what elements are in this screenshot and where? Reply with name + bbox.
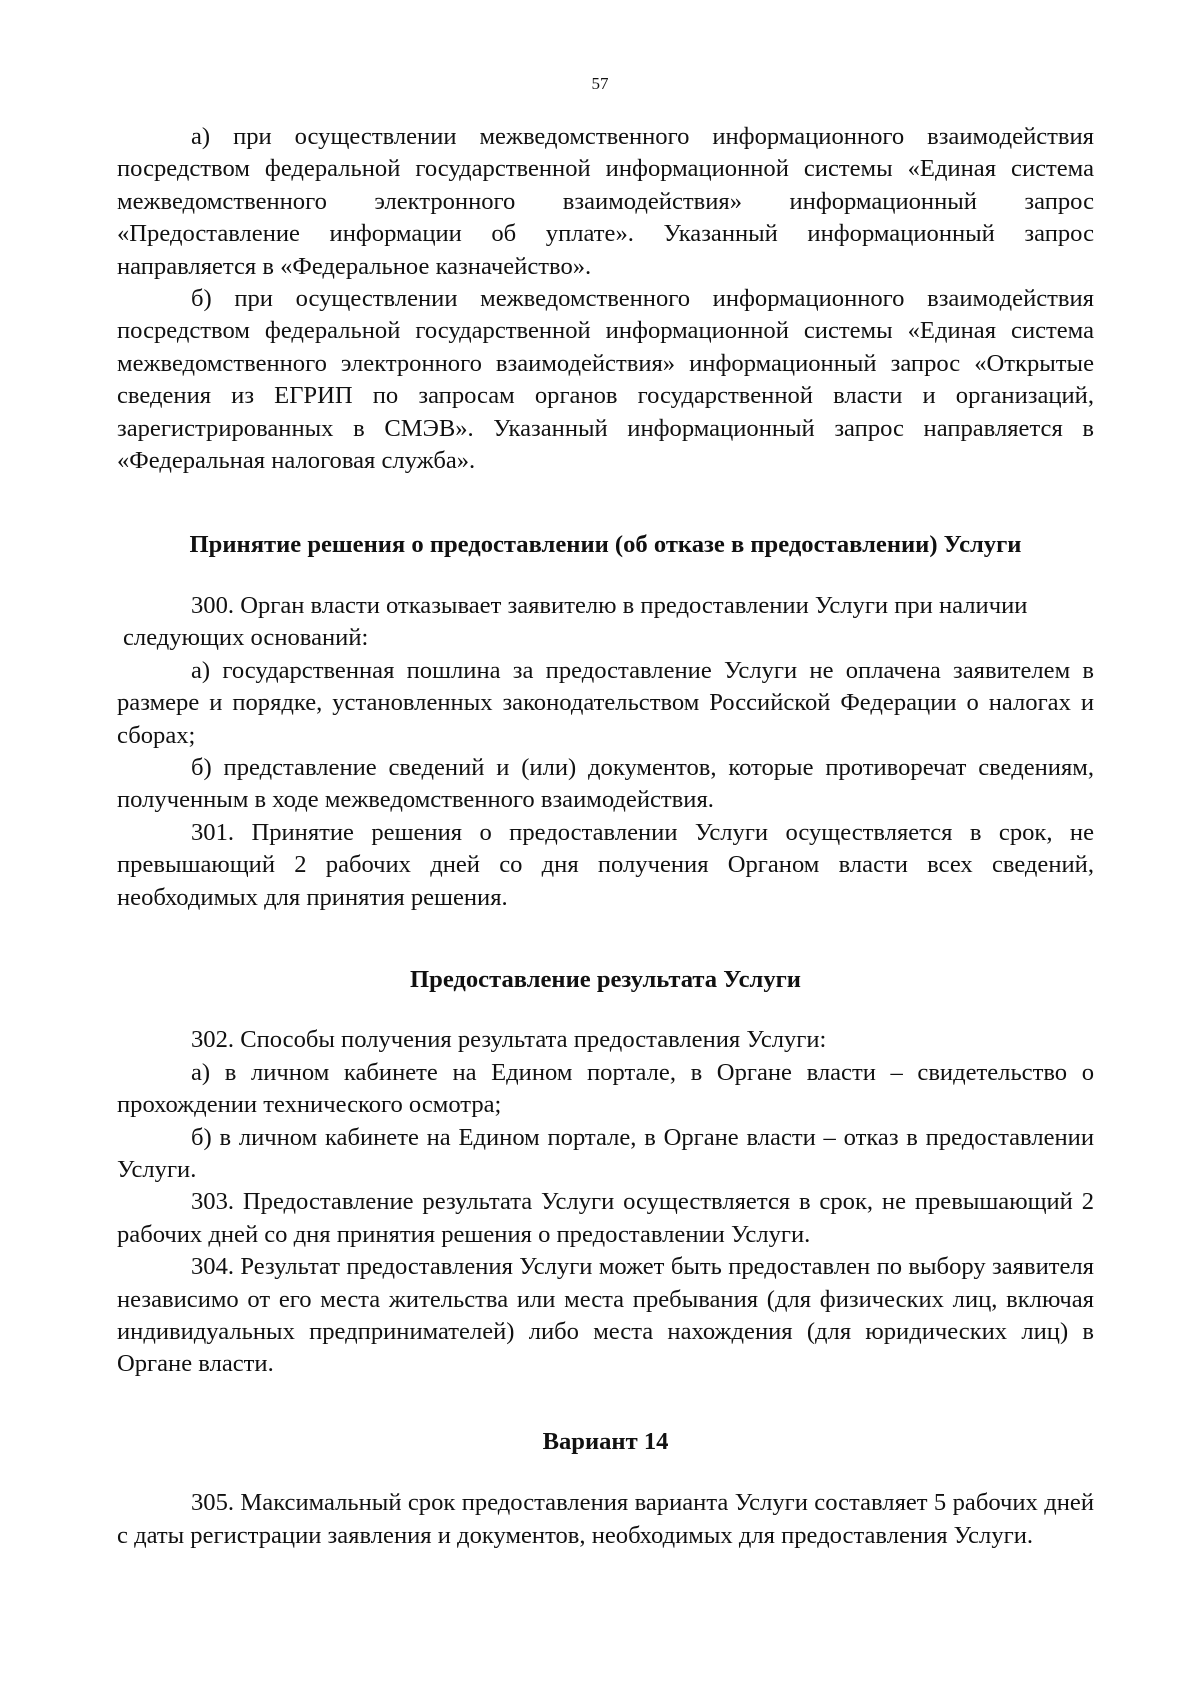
- section-heading-result: Предоставление результата Услуги: [410, 965, 801, 993]
- page-number: 57: [591, 74, 609, 93]
- paragraph-302-a: а) в личном кабинете на Едином портале, в Органе власти – свидетельство о прохождении технического осмотра;: [117, 1058, 1094, 1119]
- paragraph-302-b: б) в личном кабинете на Едином портале, в Органе власти – отказ в предоставлении Услуги.: [117, 1123, 1094, 1183]
- document-body: [117, 121, 1094, 1552]
- paragraph-305: 305. Максимальный срок предоставления варианта Услуги составляет 5 рабочих дней с даты регистрации заявления и документов, необходимых для предоставления Услуги.: [117, 1489, 1094, 1549]
- paragraph-302: 302. Способы получения результата предоставления Услуги:: [191, 1026, 827, 1054]
- paragraph-300: [117, 590, 1094, 622]
- paragraph-300-line-1: 300. Орган власти отказывает заявителю в предоставлении Услуги при наличии: [191, 591, 1028, 619]
- paragraph-303: 303. Предоставление результата Услуги осуществляется в срок, не превышающий 2 рабочих дней со дня принятия решения о предоставлении Услуги.: [117, 1188, 1094, 1248]
- section-heading-decision: Принятие решения о предоставлении (об отказе в предоставлении) Услуги: [189, 531, 1022, 559]
- paragraph-301: 301. Принятие решения о предоставлении Услуги осуществляется в срок, не превышающий 2 рабочих дней со дня получения Органом власти всех сведений, необходимых для принятия решения.: [117, 818, 1094, 911]
- paragraph-300-b: б) представление сведений и (или) документов, которые противоречат сведениям, полученным в ходе межведомственного взаимодействия.: [117, 753, 1094, 814]
- paragraph-304: 304. Результат предоставления Услуги может быть предоставлен по выбору заявителя независимо от его места жительства или места пребывания (для физических лиц, включая индивидуальных предпринимателей) либо места нахождения (для юридических лиц) в Органе власти.: [117, 1253, 1094, 1378]
- paragraph-300-continued: следующих оснований:: [123, 624, 369, 652]
- paragraph-a-payment-info: а) при осуществлении межведомственного информационного взаимодействия посредством федеральной государственной информационной системы «Единая система межведомственного электронного взаимодействия» информационный запрос «Предоставление информации об уплате». Указанный информационный запрос направляется в «Федеральное казначейство».: [117, 123, 1094, 280]
- paragraph-b-egrip-info: б) при осуществлении межведомственного информационного взаимодействия посредством федеральной государственной информационной системы «Единая система межведомственного электронного взаимодействия» информационный запрос «Открытые сведения из ЕГРИП по запросам органов государственной власти и организаций, зарегистрированных в СМЭВ». Указанный информационный запрос направляется в «Федеральная налоговая служба».: [117, 285, 1094, 475]
- section-heading-variant-14: Вариант 14: [542, 1427, 669, 1455]
- paragraph-300-a: а) государственная пошлина за предоставление Услуги не оплачена заявителем в размере и порядке, установленных законодательством Российской Федерации о налогах и сборах;: [117, 656, 1094, 749]
